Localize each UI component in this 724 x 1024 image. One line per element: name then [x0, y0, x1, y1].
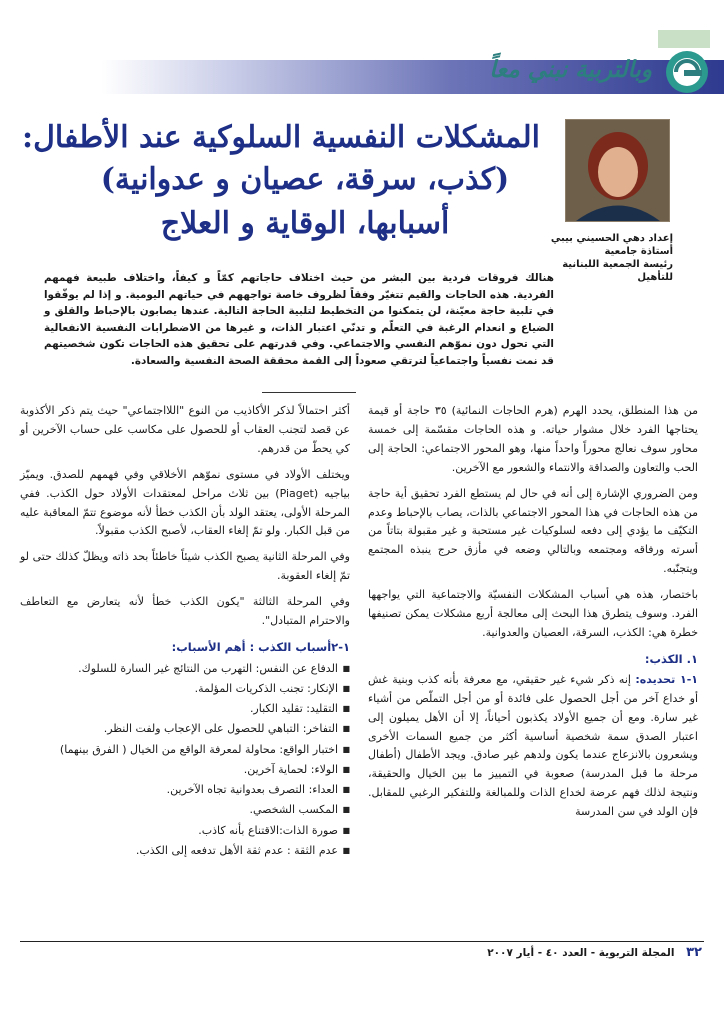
paragraph: من هذا المنطلق، يحدد الهرم (هرم الحاجات النمائية) ٣٥ حاجة أو قيمة يحتاجها الفرد خلال مشوار حياته. و هذه الحاجات مقسّمة إلى خمسة محاور سوف نعالج محوراً واحداً منها، وهو المحور الاجتماعي: الحاجة إلى الحب والتعاون والصداقة والانتماء والشعور مع الآخرين.	[368, 404, 698, 474]
paragraph: وفي المرحلة الثانية يصبح الكذب شيئاً خاطئاً بحد ذاته ويظلّ كذلك حتى لو تمّ إلغاء العقوبة.	[20, 550, 350, 583]
section-heading: ١. الكذب:	[644, 651, 698, 666]
footer-text: المجلة التربوية - العدد ٤٠ - أيار ٢٠٠٧	[487, 947, 675, 959]
list-item: ■ عدم الثقة : عدم ثقة الأهل تدفعه إلى الكذب.	[20, 841, 350, 861]
list-item: ■ الدفاع عن النفس: التهرب من النتائج غير السارة للسلوك.	[20, 659, 350, 679]
paragraph: أكثر احتمالاً لذكر الأكاذيب من النوع "اللااجتماعي" حيث يتم ذكر الأكذوبة عن قصد لتجنب العقاب أو للحصول على مكاسب على حساب الآخرين أو كي يحطّ من قدرهم.	[20, 404, 350, 455]
title-line-2: (كذب، سرقة، عصيان و عدوانية)	[100, 162, 510, 197]
paragraph: باختصار، هذه هي أسباب المشكلات النفسيّة والاجتماعية التي يواجهها الفرد. وسوف يتطرق هذا البحث إلى معالجة أربع مشكلات يمكن تصنيفها خطرة هي: الكذب، السرقة، العصيان والعدوانية.	[368, 588, 698, 639]
list-item: ■ العداء: التصرف بعدوانية تجاه الآخرين.	[20, 780, 350, 800]
list-item: ■ اختبار الواقع: محاولة لمعرفة الواقع من الخيال ( الفرق بينهما)	[20, 740, 350, 760]
subsection-label: ١-١ تحديده:	[635, 672, 698, 686]
author-org-cont: للتأهيل	[637, 272, 673, 283]
author-block	[545, 232, 673, 284]
list-item: ■ الإنكار: تجنب الذكريات المؤلمة.	[20, 679, 350, 699]
list-item: ■ التفاخر: التباهي للحصول على الإعجاب ولفت النظر.	[20, 719, 350, 739]
intro-paragraph: هنالك فروقات فردية بين البشر من حيث اختلاف حاجاتهم كمّاً و كيفاً، واختلاف طبيعة فهمهم الفردية. هذه الحاجات والقيم تتغيّر وفقاً لظروف خاصة تواجههم في حياتهم اليومية. و إذا لم يوفّقوا في تلبية حاجة معيّنة، لن يتمكنوا من التخطيط لتلبية الحاجة التالية. عندها يصابون بالإحباط والقلق و الضياع و انعدام الرغبة في التعلّم و تدنّي اعتبار الذات، و غيرها من الاضطرابات النفسية الانفعالية التي تحول دون نموّهم النفسي والاجتماعي. وفي قدرتهم على تحقيق هذه الحاجات تكون شخصيتهم قد نمت نفسياً واجتماعياً لترتقي صعوداً إلى القمة محققة الصحة النفسية والسعادة.	[44, 272, 554, 367]
title-line-1: المشكلات النفسية السلوكية عند الأطفال:	[22, 120, 540, 155]
list-item: ■ التقليد: تقليد الكبار.	[20, 699, 350, 719]
right-column	[368, 402, 698, 829]
paragraph: وفي المرحلة الثالثة "يكون الكذب خطأ لأنه يتعارض مع التعاطف والاحترام المتبادل".	[20, 595, 350, 628]
page-title	[22, 118, 540, 246]
left-column	[20, 402, 350, 861]
magazine-logo	[466, 44, 716, 104]
list-item: ■ الولاء: لحماية آخرين.	[20, 760, 350, 780]
page-footer	[487, 945, 702, 960]
list-item: ■ صورة الذات:الاقتناع بأنه كاذب.	[20, 821, 350, 841]
paragraph: ويختلف الأولاد في مستوى نموّهم الأخلاقي وفي فهمهم للصدق. ويميّز بياجيه (Piaget) بين ثلاث مراحل لمعتقدات الأولاد حول الكذب. ففي المرحلة الأولى، يعتقد الولد بأن الكذب خطأ لأنه موضوع تتمّ المعاقبة عليه من قبل الكبار. ولو تمّ إلغاء العقاب، لأصبح الكذب مقبولاً.	[20, 467, 350, 538]
section-heading: ١-٢أسباب الكذب : أهم الأسباب:	[171, 639, 350, 654]
causes-list	[20, 659, 350, 861]
logo-text: وبالتربية نبني معاً	[489, 56, 652, 83]
author-org: رئيسة الجمعية اللبنانية	[562, 259, 673, 270]
author-photo	[565, 119, 670, 222]
page-number: ٣٢	[686, 945, 702, 960]
globe-icon	[658, 46, 716, 96]
author-role: أستاذة جامعية	[604, 246, 673, 257]
paragraph	[368, 671, 698, 822]
list-item: ■ المكسب الشخصي.	[20, 800, 350, 820]
footer-divider	[20, 941, 704, 942]
paragraph-text: إنه ذكر شيء غير حقيقي، مع معرفة بأنه كذب وبنية غش أو خداع آخر من أجل الحصول على فائدة أو من أجل التملّص من أشياء غير سارة. ومع أن جميع الأولاد يكذبون أحياناً، إلا أن الأهل يميلون إلى اعتبار الصدق سمة شخصية أساسية أكثر من جميع السمات الأخرى ويشعرون بالانزعاج عندما يكون ولدهم غير صادق. ويجد الأطفال (أطفال مرحلة ما قبل المدرسة) صعوبة في التمييز ما بين الخيال والحقيقة، ونتيجة لذلك فهم عرضة لخداع الذات وللمبالغة وللتفكير الرغبي للمقابل. فإن الولد في سن المدرسة	[368, 672, 698, 819]
title-line-3: أسبابها، الوقاية و العلاج	[160, 206, 450, 241]
author-name: إعداد دهي الحسيني بيبي	[550, 233, 673, 244]
paragraph: ومن الضروري الإشارة إلى أنه في حال لم يستطع الفرد تحقيق أية حاجة من هذه الحاجات في هذا المحور الاجتماعي بالذات، يصاب بالإحباط وعدم التكيّف ما يؤدي إلى دفعه لسلوكيات غير مستحبة و غير مقبولة بتاتاً من أسرته ورفاقه ومجتمعه وبالتالي وضعه في مأزق حرج ينبذه المجتمع ويتجنّبه.	[368, 486, 698, 576]
divider	[262, 392, 356, 393]
